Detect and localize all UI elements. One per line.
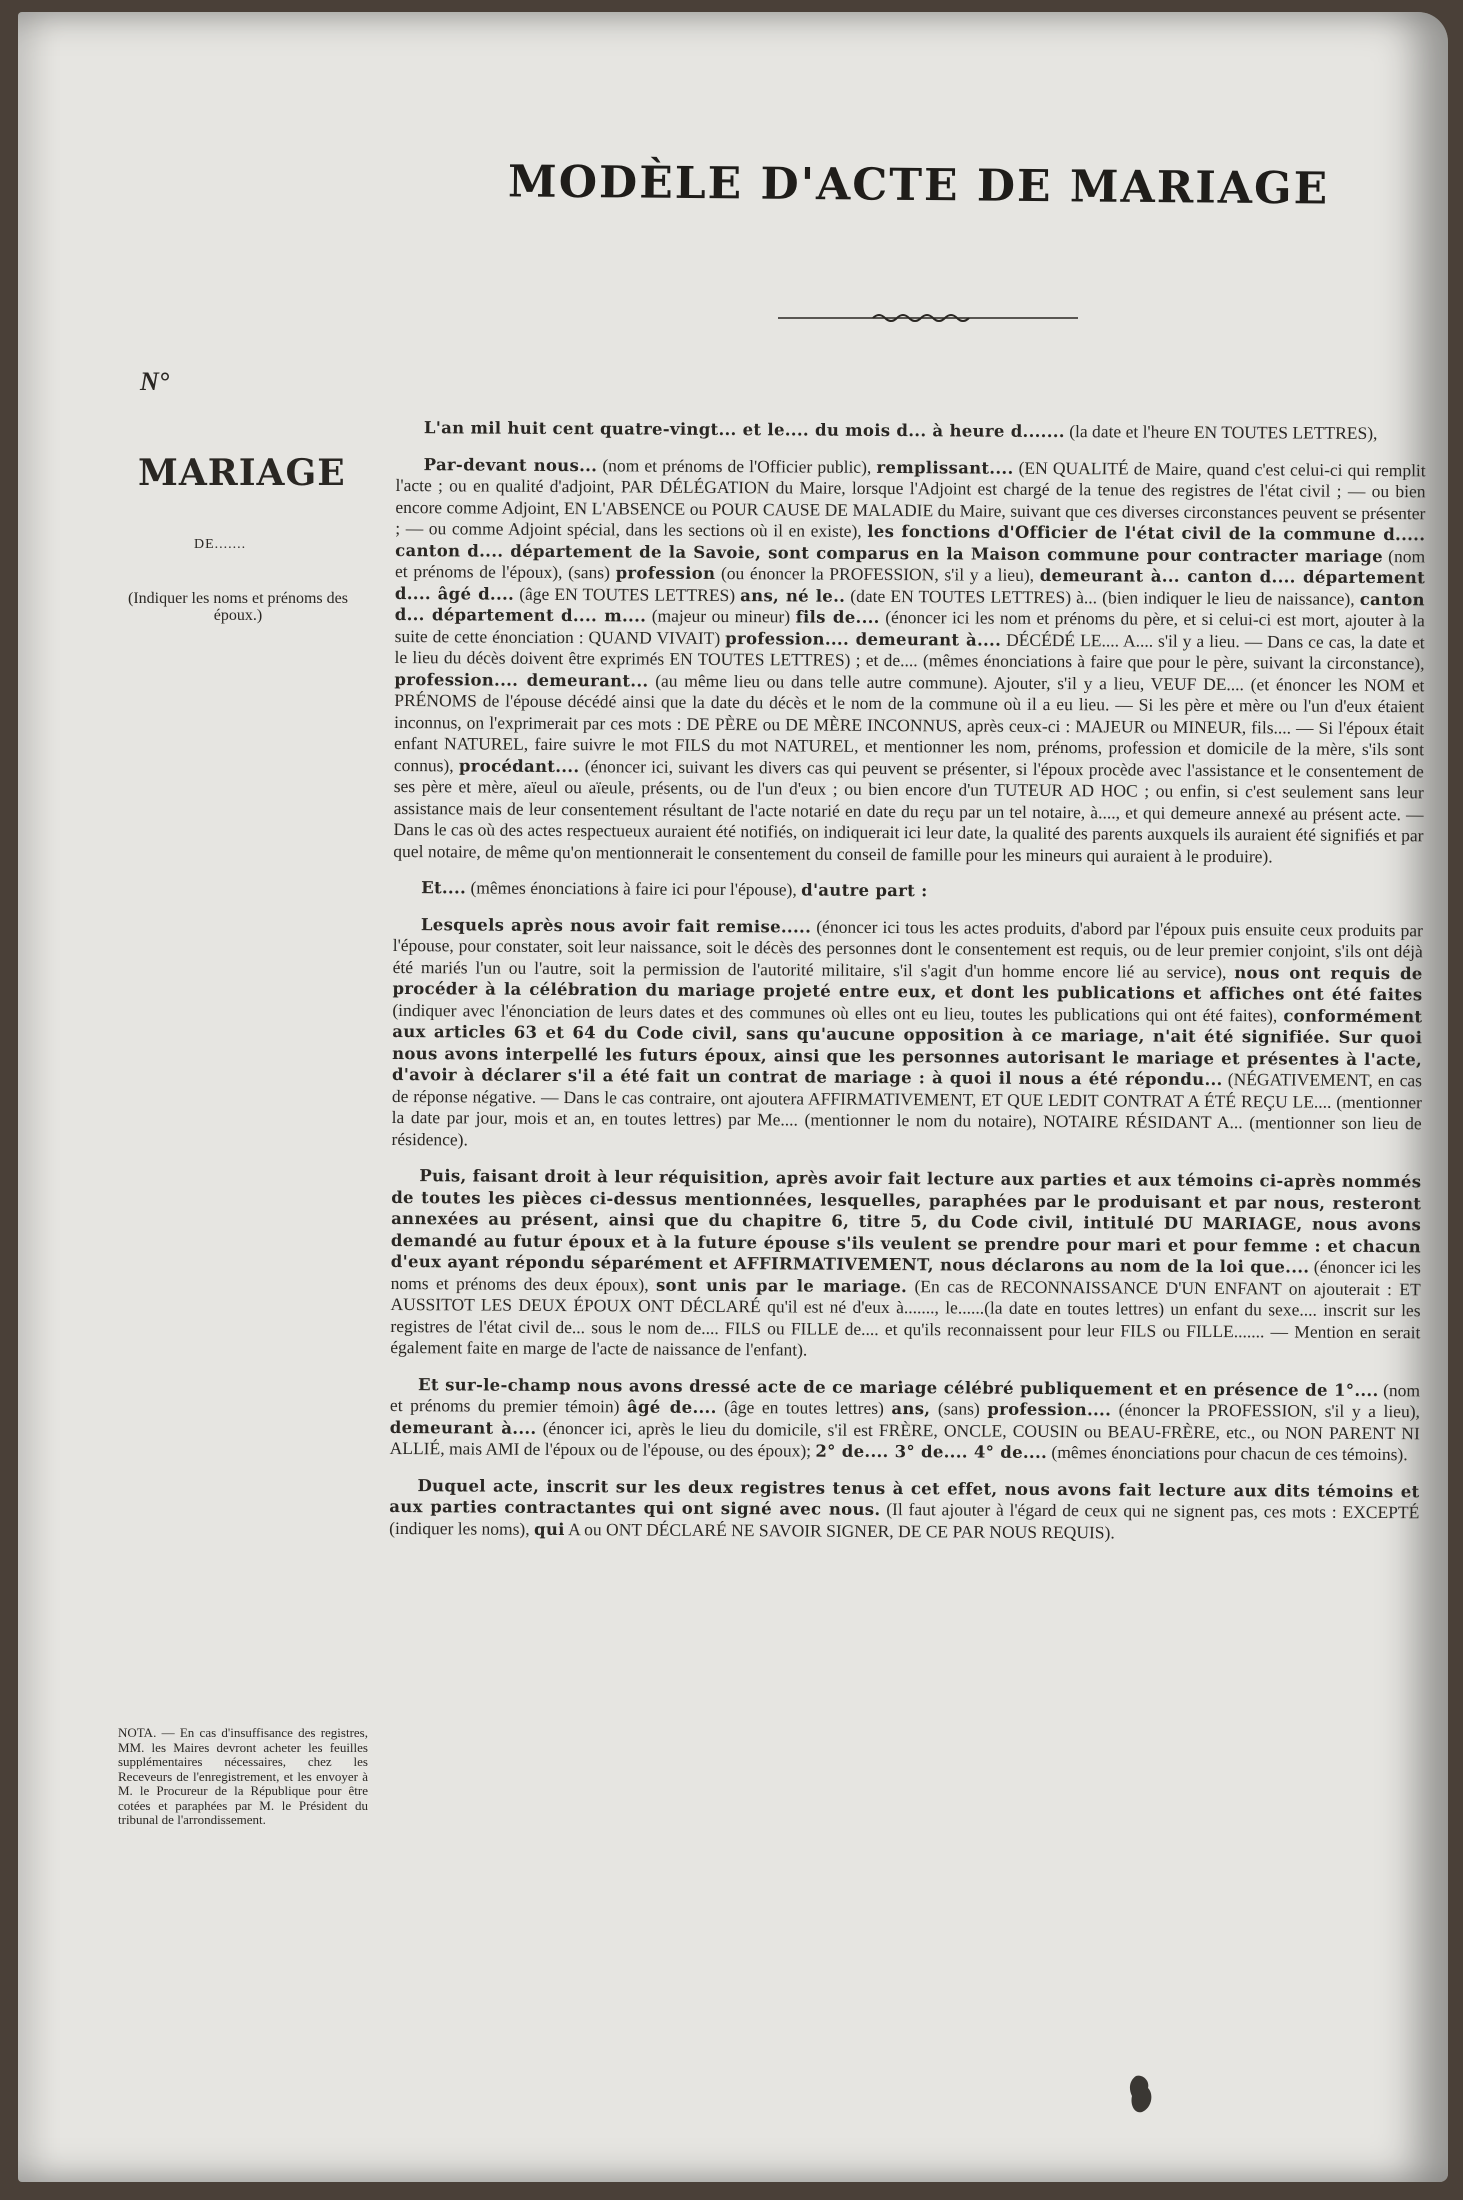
bold-text: remplissant.... <box>876 457 1014 478</box>
act-paragraph <box>389 1474 1419 1545</box>
bold-text: Lesquels après nous avoir fait remise..... <box>420 914 812 937</box>
instruction-text: (date EN TOUTES LETTRES) à... (bien indiquer le lieu de naissance), <box>845 585 1360 609</box>
bold-text: fils de.... <box>795 607 880 627</box>
instruction-text: (NÉGATIVEMENT, en cas de réponse négative. — Dans le cas contraire, ont ajoutera AFFIRMATIVEMENT, ET QUE LEDIT CONTRAT A ÉTÉ REÇU LE.... (mentionner la date par jour, mois et an, en toutes lettres) par Me.... (mentionner le nom du notaire), NOTAIRE RÉSIDANT A... (mentionner son lieu de résidence). <box>391 1069 1423 1149</box>
act-paragraph <box>390 1165 1421 1365</box>
instruction-text: (énoncer ici, après le lieu du domicile, s'il est FRÈRE, ONCLE, COUSIN ou BEAU-FRÈRE, etc., ou NON PARENT NI ALLIÉ, mais AMI de l'époux ou de l'épouse, ou des époux); <box>389 1417 1420 1461</box>
nota-note: NOTA. — En cas d'insuffisance des registres, MM. les Maires devront acheter les feuilles supplémentaires nécessaires, chez les Receveurs de l'enregistrement, et les envoyer à M. le Procureur de la République pour être cotées et paraphées par M. le Président du tribunal de l'arrondissement. <box>118 1725 368 1827</box>
bold-text: Et.... <box>421 878 467 898</box>
instruction-text: (ou énoncer la PROFESSION, s'il y a lieu), <box>715 562 1040 585</box>
bold-text: demeurant à.... <box>389 1417 537 1438</box>
instruction-text: DÉCÉDÉ LE.... A.... s'il y a lieu. — Dans ce cas, la date et le lieu du décès doivent être exprimés EN TOUTES LETTRES) ; et de.... (mêmes énonciations à faire que pour le père, suivant la circonstance), <box>394 629 1425 674</box>
bold-text: âgé de.... <box>626 1397 717 1417</box>
instruction-text: (âge en toutes lettres) <box>716 1396 892 1419</box>
act-paragraph <box>392 913 1423 1156</box>
instruction-text: (énoncer ici tous les actes produits, d'abord par l'époux puis ensuite ceux produits par l'épouse, pour constater, soit leur naissance, soit le décès des personnes dont le consentement est requis, ou de leur premier conjoint, s'ils ont déjà été mariés l'un ou l'autre, soit la permission de l'autorité militaire, s'il s'agit d'un homme encore lié au service), <box>392 916 1423 982</box>
instruction-text: (majeur ou mineur) <box>646 605 796 627</box>
instruction-text: (sans) <box>930 1398 988 1419</box>
instruction-text: (énoncer la PROFESSION, s'il y a lieu), <box>1111 1399 1421 1422</box>
record-number-label: N° <box>140 367 170 396</box>
bold-text: nous ont requis de procéder à la célébration du mariage projeté entre eux, et dont les publications et affiches ont été faites <box>392 962 1423 1005</box>
bold-text: profession.... <box>987 1399 1112 1420</box>
ink-stain <box>1128 2074 1154 2114</box>
instruction-text: (En cas de RECONNAISSANCE D'UN ENFANT on ajouterait : ET AUSSITOT LES DEUX ÉPOUX ONT DÉCLARÉ qu'il est né d'eux à......., le......(la date en toutes lettres) un enfant du sexe.... inscrit sur les registres de l'état civil de... sous le nom de.... FILS ou FILLE de.... et qu'ils reconnaissent pour leur FILS ou FILLE....... — Mention en serait également faite en marge de l'acte de naissance de l'enfant). <box>390 1275 1421 1360</box>
bold-text: conformément aux articles 63 et 64 du Code civil, sans qu'aucune opposition à ce mariage, n'ait été signifiée. Sur quoi nous avons interpellé les futurs époux, ainsi que les personnes autorisant le mariage et présentes à l'acte, d'avoir à déclarer s'il a été fait un contrat de mariage : à quoi il nous a été répondu... <box>391 1005 1423 1090</box>
side-instruction: (Indiquer les noms et prénoms des époux.) <box>128 590 348 624</box>
document-page <box>18 12 1448 2182</box>
bold-text: procédant.... <box>458 755 580 776</box>
instruction-text: (énoncer ici les nom et prénoms du père, et si celui-ci est mort, ajouter à la suite de cette énonciation : QUAND VIVAIT) <box>394 606 1425 648</box>
instruction-text: (nom et prénoms de l'époux), (sans) <box>394 545 1426 583</box>
bold-text: 2° de.... 3° de.... 4° de.... <box>815 1441 1048 1462</box>
instruction-text: (mêmes énonciations pour chacun de ces témoins). <box>1047 1441 1408 1465</box>
act-paragraph <box>396 417 1426 445</box>
bold-text: Et sur-le-champ nous avons dressé acte de ce mariage célébré publiquement et en présence de 1°.... <box>418 1374 1379 1400</box>
bold-text: Par-devant nous... <box>423 454 598 475</box>
page-title: MODÈLE D'ACTE DE MARIAGE <box>507 156 1330 215</box>
act-paragraph <box>390 1373 1421 1465</box>
act-paragraph <box>393 877 1423 905</box>
side-heading: MARIAGE <box>138 452 346 494</box>
instruction-text: (mêmes énonciations à faire ici pour l'épouse), <box>466 877 802 900</box>
bold-text: ans, né le.. <box>740 585 846 606</box>
act-paragraph <box>393 453 1425 868</box>
instruction-text: (EN QUALITÉ de Maire, quand c'est celui-ci qui remplit l'acte ; ou en qualité d'adjoint, PAR DÉLÉGATION du Maire, lorsque l'Adjoint est chargé de la tenue des registres de l'état civil ; — ou bien encore comme Adjoint, EN L'ABSENCE ou POUR CAUSE DE MALADIE du Maire, suivant que ces diverses circonstances peuvent se présenter ; — ou comme Adjoint spécial, dans les sections où il en existe), <box>395 457 1426 541</box>
bold-text: les fonctions d'Officier de l'état civil de la commune d..... canton d.... département de la Savoie, sont comparus en la Maison commune pour contracter mariage <box>395 521 1426 566</box>
instruction-text: (âge EN TOUTES LETTRES) <box>514 583 741 605</box>
bold-text: profession.... demeurant... <box>394 669 649 691</box>
act-body <box>389 417 1426 1560</box>
bold-text: d'autre part : <box>801 880 928 901</box>
instruction-text: (Il faut ajouter à l'égard de ceux qui ne signent pas, ces mots : EXCEPTÉ (indiquer les noms), <box>389 1498 1420 1539</box>
side-de-label: DE....... <box>194 537 247 552</box>
bold-text: ans, <box>891 1399 931 1419</box>
bold-text: demeurant à... canton d.... département d.... âgé d.... <box>394 565 1426 604</box>
instruction-text: (nom et prénoms de l'Officier public), <box>597 454 877 477</box>
instruction-text: (énoncer ici, suivant les divers cas qui peuvent se présenter, si l'époux procède avec l'assistance et le consentement de ses père et mère, aïeul ou aïeule, présents, ou de l'un d'eux ; ou bien encore d'un TUTEUR AD HOC ; ou enfin, si c'est seulement sans leur assistance mais de leur consentement résultant de l'acte notarié en date du reçu par un tel notaire, à...., et qui demeure annexé au présent acte. — Dans le cas où des actes respectueux auraient été notifiés, on indiquerait ici leur date, la qualité des parents auxquels ils auraient été signifiés et par quel notaire, de même qu'on mentionnerait le consentement du conseil de famille pour les mineurs qui auraient à le produire). <box>393 755 1424 866</box>
instruction-text: (nom et prénoms du premier témoin) <box>389 1379 1421 1417</box>
ornamental-divider <box>778 310 1078 326</box>
bold-text: qui <box>533 1519 565 1539</box>
bold-text: sont unis par le mariage. <box>655 1275 908 1296</box>
instruction-text: (indiquer avec l'énonciation de leurs dates et des communes où elles ont eu lieu, toutes les publications qui ont été faites), <box>392 999 1284 1025</box>
instruction-text: A ou ONT DÉCLARÉ NE SAVOIR SIGNER, DE CE PAR NOUS REQUIS). <box>564 1518 1115 1542</box>
instruction-text: (au même lieu ou dans telle autre commune). Ajouter, s'il y a lieu, VEUF DE.... (et énoncer les NOM et PRÉNOMS de l'épouse décédé ainsi que la date du décès et le nom de la commune où il a eu lieu. — Si les père et mère ou l'un d'eux étaient inconnus, on l'exprimerait par ces mots : DE PÈRE ou DE MÈRE INCONNUS, après ceux-ci : MAJEUR ou MINEUR, fils.... — Si l'époux était enfant NATUREL, faire suivre le mot FILS du mot NATUREL, et mentionner les nom, prénoms, profession et domicile de la mère, s'ils sont connus), <box>393 670 1425 775</box>
instruction-text: (énoncer ici les noms et prénoms des deux époux), <box>390 1256 1421 1295</box>
bold-text: L'an mil huit cent quatre-vingt... et le.... du mois d... à heure d....... <box>423 418 1065 442</box>
bold-text: canton d... département d.... m.... <box>394 589 1425 626</box>
bold-text: profession <box>615 563 716 583</box>
bold-text: profession.... demeurant à.... <box>725 628 1002 650</box>
bold-text: Duquel acte, inscrit sur les deux registres tenus à cet effet, nous avons fait lecture aux dits témoins et aux parties contractantes qui ont signé avec nous. <box>389 1475 1420 1519</box>
instruction-text: (la date et l'heure EN TOUTES LETTRES), <box>1064 421 1378 443</box>
bold-text: Puis, faisant droit à leur réquisition, après avoir fait lecture aux parties et aux témoins ci-après nommés de toutes les pièces ci-dessus mentionnées, lesquelles, paraphées par le produisant et par nous, resteront annexées au présent, ainsi que du chapitre 6, titre 5, du Code civil, intitulé DU MARIAGE, nous avons demandé au futur époux et à la future épouse s'ils veulent se prendre pour mari et pour femme : et chacun d'eux ayant répondu séparément et AFFIRMATIVEMENT, nous déclarons au nom de la loi que.... <box>390 1166 1422 1277</box>
